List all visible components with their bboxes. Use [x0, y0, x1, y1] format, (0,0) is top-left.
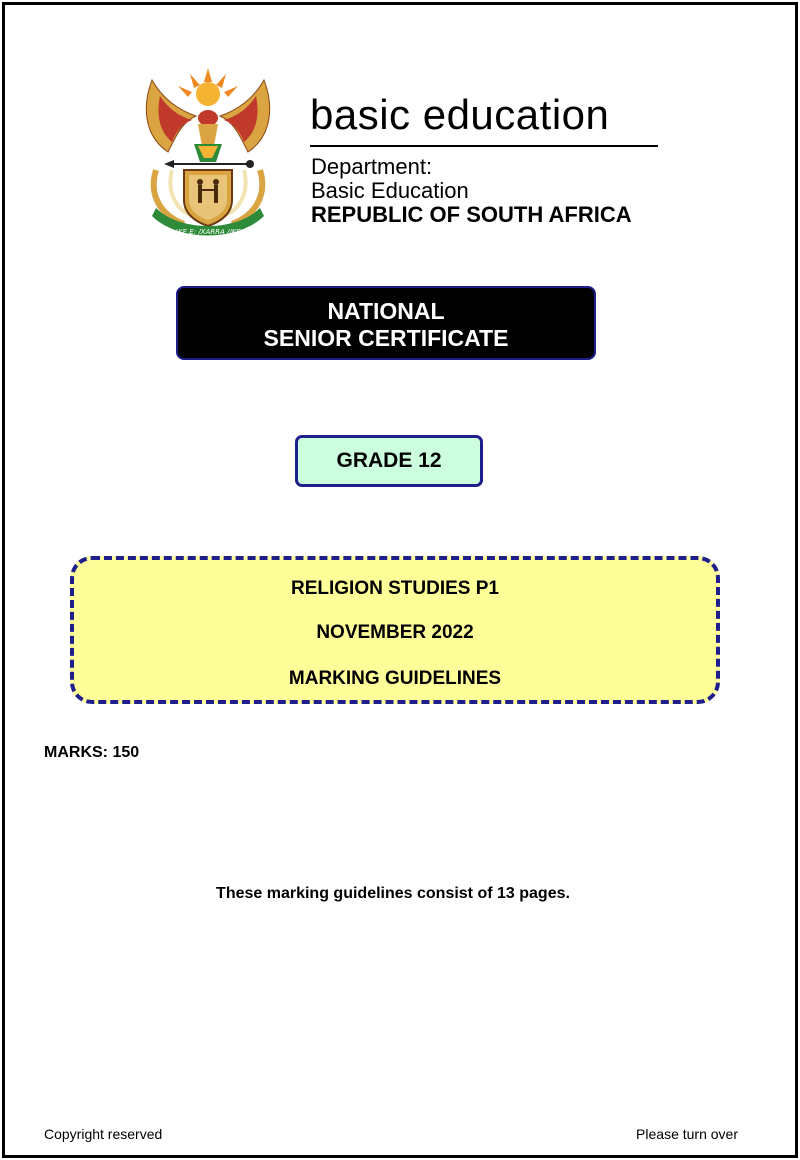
grade-box: GRADE 12 [295, 435, 483, 487]
svg-text:!KE E: /XARRA //KE: !KE E: /XARRA //KE [175, 228, 241, 236]
subject-box [70, 556, 720, 704]
footer-turn-over: Please turn over [636, 1126, 738, 1142]
brand-divider [310, 145, 658, 147]
total-marks: MARKS: 150 [44, 744, 140, 761]
document-type: MARKING GUIDELINES [288, 668, 502, 689]
certificate-line-2: SENIOR CERTIFICATE [263, 325, 509, 351]
page-count-note: These marking guidelines consist of 13 pages. [216, 885, 570, 902]
department-label: Department: [311, 154, 433, 179]
subject-paper: RELIGION STUDIES P1 [291, 578, 499, 599]
certificate-line-1: NATIONAL [327, 298, 445, 324]
department-name: Basic Education [311, 178, 469, 203]
certificate-title-box [176, 286, 596, 360]
brand-title: basic education [310, 91, 610, 138]
exam-session: NOVEMBER 2022 [316, 622, 474, 643]
coat-of-arms-icon [138, 66, 278, 242]
country-name: REPUBLIC OF SOUTH AFRICA [311, 202, 632, 227]
footer-copyright: Copyright reserved [44, 1126, 163, 1142]
